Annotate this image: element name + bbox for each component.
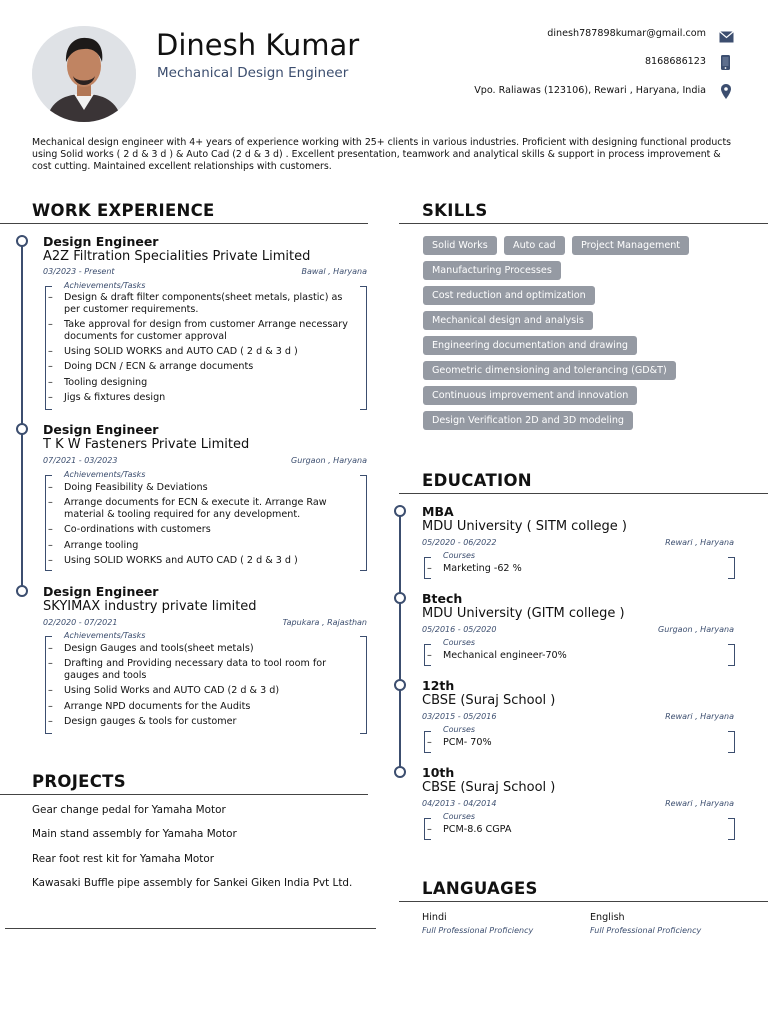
summary-paragraph: Mechanical design engineer with 4+ years of experience working with 25+ clients in various industries. Proficient with designing functional products using Solid works ( 2 d & 3 d ) & Auto Cad (2 d & 3 d) . Excellent presentation, teamwork and analytical skills & support in process improvement & cost cutting. Maintained excellent relationships with customers. — [32, 137, 732, 172]
course-list — [425, 824, 725, 839]
skill-tag: Project Management — [572, 236, 689, 255]
school-name: MDU University (GITM college ) — [422, 606, 625, 621]
task-item: – Co-ordinations with customers — [46, 524, 352, 536]
edu-dates: 03/2015 - 05/2016 — [422, 712, 497, 721]
education-heading: EDUCATION — [422, 471, 532, 490]
task-item: – Arrange documents for ECN & execute it. Arrange Raw material & tooling required for any development. — [46, 497, 352, 521]
degree-name: Btech — [422, 591, 463, 606]
timeline-dot — [16, 585, 28, 597]
section-divider — [399, 223, 768, 224]
course-list — [425, 737, 725, 752]
course-bracket-right — [728, 557, 735, 579]
project-item: Kawasaki Buffle pipe assembly for Sankei Giken India Pvt Ltd. — [32, 877, 353, 889]
skill-tag: Manufacturing Processes — [423, 261, 561, 280]
company-name: SKYIMAX industry private limited — [43, 599, 257, 614]
profile-photo — [32, 26, 136, 122]
task-item: – Arrange NPD documents for the Audits — [46, 701, 352, 713]
timeline-dot — [16, 423, 28, 435]
course-bracket-right — [728, 731, 735, 753]
achievements-label: Achievements/Tasks — [64, 470, 146, 479]
skill-tag: Auto cad — [504, 236, 565, 255]
candidate-name: Dinesh Kumar — [156, 28, 360, 62]
task-list — [46, 482, 352, 570]
skill-tag: Engineering documentation and drawing — [423, 336, 637, 355]
project-item: Main stand assembly for Yamaha Motor — [32, 828, 237, 840]
job-title: Design Engineer — [43, 234, 159, 249]
candidate-title: Mechanical Design Engineer — [157, 65, 349, 81]
job-title: Design Engineer — [43, 422, 159, 437]
course-item: – Marketing -62 % — [425, 563, 725, 575]
skill-tag: Mechanical design and analysis — [423, 311, 593, 330]
skill-tag: Design Verification 2D and 3D modeling — [423, 411, 633, 430]
project-item: Gear change pedal for Yamaha Motor — [32, 804, 226, 816]
timeline-dot — [394, 766, 406, 778]
phone-text[interactable]: 8168686123 — [644, 56, 706, 67]
task-item: – Using SOLID WORKS and AUTO CAD ( 2 d & 3 d ) — [46, 346, 352, 358]
job-title: Design Engineer — [43, 584, 159, 599]
company-name: A2Z Filtration Specialities Private Limited — [43, 249, 311, 264]
task-item: – Doing DCN / ECN & arrange documents — [46, 361, 352, 373]
task-item: – Using SOLID WORKS and AUTO CAD ( 2 d & 3 d ) — [46, 555, 352, 567]
timeline-dot — [394, 592, 406, 604]
skill-tag: Cost reduction and optimization — [423, 286, 595, 305]
edu-location: Rewari , Haryana — [665, 712, 734, 721]
section-divider — [0, 794, 368, 795]
course-bracket-right — [728, 818, 735, 840]
course-bracket-right — [728, 644, 735, 666]
section-divider — [0, 223, 368, 224]
location-pin-icon — [721, 84, 731, 103]
task-item: – Design & draft filter components(sheet metals, plastic) as per customer requirements. — [46, 292, 352, 316]
language-level: Full Professional Proficiency — [422, 926, 534, 935]
courses-label: Courses — [443, 725, 476, 734]
edu-dates: 05/2020 - 06/2022 — [422, 538, 497, 547]
job-location: Gurgaon , Haryana — [291, 456, 367, 465]
task-list — [46, 643, 352, 731]
task-item: – Doing Feasibility & Deviations — [46, 482, 352, 494]
edu-location: Gurgaon , Haryana — [658, 625, 734, 634]
email-text[interactable]: dinesh787898kumar@gmail.com — [547, 28, 706, 39]
address-text: Vpo. Raliawas (123106), Rewari , Haryana, India — [474, 85, 706, 96]
timeline-dot — [16, 235, 28, 247]
job-dates: 07/2021 - 03/2023 — [43, 456, 118, 465]
degree-name: MBA — [422, 504, 454, 519]
task-item: – Jigs & fixtures design — [46, 392, 352, 404]
timeline-dot — [394, 679, 406, 691]
languages-heading: LANGUAGES — [422, 879, 538, 898]
courses-label: Courses — [443, 638, 476, 647]
task-item: – Arrange tooling — [46, 540, 352, 552]
language-name: Hindi — [422, 912, 447, 923]
school-name: CBSE (Suraj School ) — [422, 780, 556, 795]
achievements-label: Achievements/Tasks — [64, 631, 146, 640]
task-item: – Using Solid Works and AUTO CAD (2 d & 3 d) — [46, 685, 352, 697]
timeline-line — [21, 246, 23, 596]
skills-heading: SKILLS — [422, 201, 488, 220]
task-list — [46, 292, 352, 407]
job-location: Bawal , Haryana — [301, 267, 367, 276]
skill-tag: Solid Works — [423, 236, 497, 255]
job-location: Tapukara , Rajasthan — [282, 618, 367, 627]
edu-dates: 04/2013 - 04/2014 — [422, 799, 497, 808]
section-divider — [399, 901, 768, 902]
task-bracket-right — [360, 286, 367, 410]
task-item: – Design gauges & tools for customer — [46, 716, 352, 728]
task-item: – Drafting and Providing necessary data to tool room for gauges and tools — [46, 658, 352, 682]
task-item: – Tooling designing — [46, 377, 352, 389]
job-dates: 03/2023 - Present — [43, 267, 115, 276]
school-name: CBSE (Suraj School ) — [422, 693, 556, 708]
degree-name: 12th — [422, 678, 455, 693]
project-item: Rear foot rest kit for Yamaha Motor — [32, 853, 214, 865]
edu-location: Rewari , Haryana — [665, 799, 734, 808]
timeline-line — [399, 516, 401, 774]
envelope-icon — [719, 28, 734, 47]
edu-dates: 05/2016 - 05/2020 — [422, 625, 497, 634]
work-experience-heading: WORK EXPERIENCE — [32, 201, 215, 220]
company-name: T K W Fasteners Private Limited — [43, 437, 250, 452]
task-item: – Take approval for design from customer Arrange necessary documents for customer approval — [46, 319, 352, 343]
school-name: MDU University ( SITM college ) — [422, 519, 627, 534]
skill-tag: Geometric dimensioning and tolerancing (GD&T) — [423, 361, 676, 380]
task-item: – Design Gauges and tools(sheet metals) — [46, 643, 352, 655]
course-list — [425, 650, 725, 665]
section-divider — [5, 928, 376, 929]
language-level: Full Professional Proficiency — [590, 926, 702, 935]
task-bracket-right — [360, 636, 367, 734]
achievements-label: Achievements/Tasks — [64, 281, 146, 290]
section-divider — [399, 493, 768, 494]
edu-location: Rewari , Haryana — [665, 538, 734, 547]
language-name: English — [590, 912, 625, 923]
courses-label: Courses — [443, 551, 476, 560]
courses-label: Courses — [443, 812, 476, 821]
course-item: – Mechanical engineer-70% — [425, 650, 725, 662]
course-item: – PCM- 70% — [425, 737, 725, 749]
course-item: – PCM-8.6 CGPA — [425, 824, 725, 836]
degree-name: 10th — [422, 765, 455, 780]
job-dates: 02/2020 - 07/2021 — [43, 618, 118, 627]
phone-icon — [721, 55, 730, 74]
task-bracket-right — [360, 475, 367, 571]
timeline-dot — [394, 505, 406, 517]
skill-tag: Continuous improvement and innovation — [423, 386, 637, 405]
course-list — [425, 563, 725, 578]
projects-heading: PROJECTS — [32, 772, 126, 791]
